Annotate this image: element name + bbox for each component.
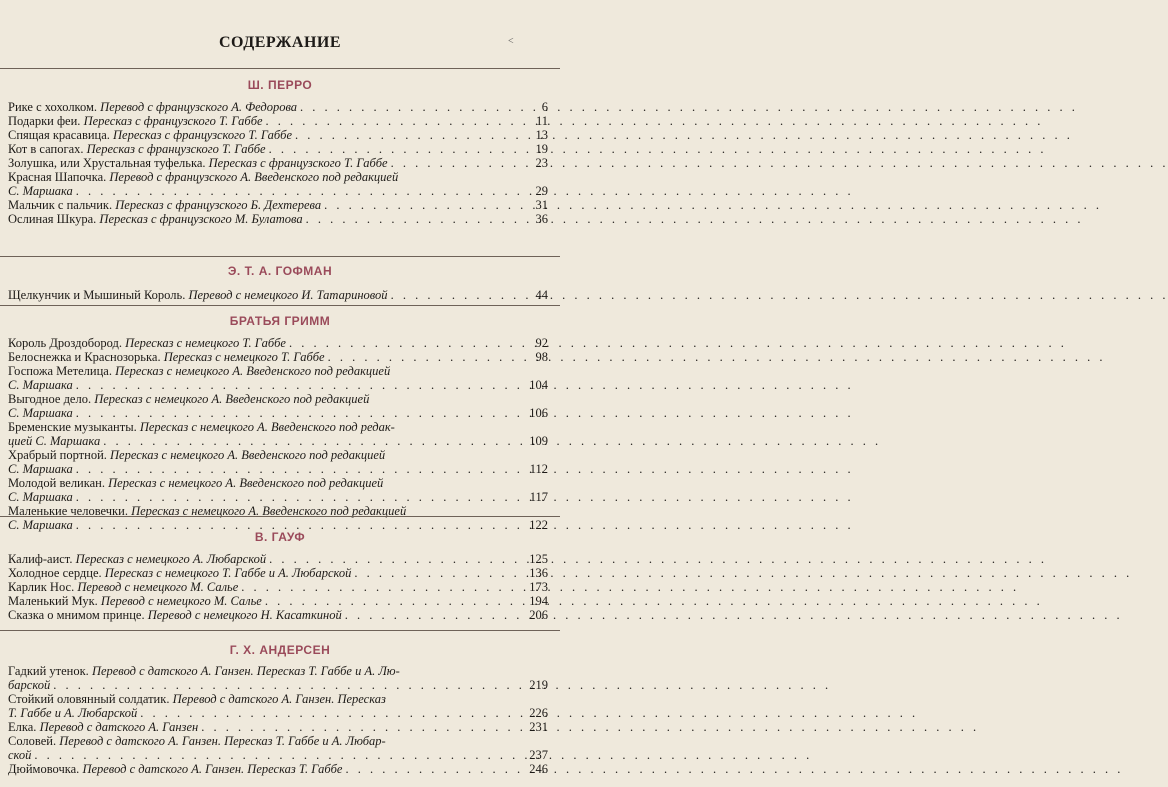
toc-entry[interactable] <box>8 580 548 594</box>
page-number: 125 <box>529 552 548 566</box>
story-title: Маленькие человечки. <box>8 504 128 518</box>
page-number: 112 <box>529 462 548 476</box>
toc-entry[interactable] <box>8 448 548 476</box>
story-title: Дюймовочка. <box>8 762 80 776</box>
story-title: Кот в сапогах. <box>8 142 84 156</box>
story-title: Ослиная Шкура. <box>8 212 97 226</box>
translator-note: Пересказ с немецкого Т. Габбе <box>125 336 286 350</box>
toc-entry[interactable] <box>8 156 548 170</box>
translator-note: Пересказ с французского Б. Дехтерева <box>115 198 322 212</box>
translator-note-cont: С. Маршака <box>8 462 73 476</box>
page-number: 92 <box>535 336 548 350</box>
story-title: Молодой великан. <box>8 476 105 490</box>
leader-dots <box>34 748 525 762</box>
entry-list <box>8 288 548 302</box>
story-title: Храбрый портной. <box>8 448 107 462</box>
page-number: 13 <box>535 128 548 142</box>
toc-entry[interactable] <box>8 114 548 128</box>
leader-dots <box>53 678 525 692</box>
leader-dots <box>76 406 525 420</box>
section-rule <box>0 516 560 517</box>
translator-note-cont: барской <box>8 678 51 692</box>
translator-note-cont: цией С. Маршака <box>8 434 101 448</box>
section-rule <box>0 630 560 631</box>
toc-entry[interactable] <box>8 476 548 504</box>
leader-dots <box>345 608 525 622</box>
story-title: Соловей. <box>8 734 57 748</box>
story-title: Красная Шапочка. <box>8 170 107 184</box>
translator-note: Пересказ с немецкого А. Введенского под редакцией <box>110 448 386 462</box>
leader-dots <box>76 490 526 504</box>
translator-note: Пересказ с немецкого А. Введенского под редакцией <box>108 476 384 490</box>
toc-entry[interactable] <box>8 170 548 198</box>
translator-note-cont: С. Маршака <box>8 406 73 420</box>
translator-note: Перевод с французского А. Федорова <box>100 100 298 114</box>
page-number: 231 <box>529 720 548 734</box>
section-heading: Г. Х. АНДЕРСЕН <box>229 643 331 657</box>
page-number: 106 <box>529 406 548 420</box>
entry-list <box>8 552 548 622</box>
toc-entry[interactable] <box>8 608 548 622</box>
toc-entry[interactable] <box>8 392 548 420</box>
translator-note-cont: С. Маршака <box>8 490 73 504</box>
story-title: Подарки феи. <box>8 114 81 128</box>
translator-note-cont: Т. Габбе и А. Любарской <box>8 706 138 720</box>
translator-note: Пересказ с немецкого Т. Габбе <box>163 350 325 364</box>
leader-dots <box>241 580 525 594</box>
leader-dots <box>328 350 526 364</box>
toc-entry[interactable] <box>8 504 548 532</box>
translator-note: Перевод с датского А. Ганзен. Пересказ <box>172 692 386 706</box>
toc-entry[interactable] <box>8 692 548 720</box>
toc-entry[interactable] <box>8 336 548 350</box>
translator-note-cont: С. Маршака <box>8 184 73 198</box>
story-title: Бременские музыканты. <box>8 420 137 434</box>
translator-note: Пересказ с немецкого А. Любарской <box>75 552 267 566</box>
section-heading: Ш. ПЕРРО <box>247 78 313 92</box>
page-number: 6 <box>541 100 548 114</box>
story-title: Белоснежка и Краснозорька. <box>8 350 161 364</box>
leader-dots <box>76 184 526 198</box>
page-number: 11 <box>535 114 548 128</box>
entry-list <box>8 336 548 532</box>
translator-note: Пересказ с французского Т. Габбе <box>86 142 266 156</box>
translator-note: Пересказ с немецкого А. Введенского под редакцией <box>131 504 407 518</box>
translator-note: Перевод с немецкого Н. Касаткиной <box>147 608 342 622</box>
page-number: 173 <box>529 580 548 594</box>
toc-entry[interactable] <box>8 720 548 734</box>
story-title: Стойкий оловянный солдатик. <box>8 692 170 706</box>
page-title: СОДЕРЖАНИЕ <box>218 34 342 51</box>
leader-dots <box>103 434 525 448</box>
toc-entry[interactable] <box>8 420 548 448</box>
translator-note-cont: С. Маршака <box>8 378 73 392</box>
translator-note: Пересказ с немецкого А. Введенского под редакцией <box>115 364 391 378</box>
toc-page <box>0 0 560 787</box>
leader-dots <box>265 594 525 608</box>
page-number: 194 <box>529 594 548 608</box>
translator-note-cont: ской <box>8 748 32 762</box>
page-number: 29 <box>535 184 548 198</box>
toc-entry[interactable] <box>8 212 548 226</box>
page-number: 23 <box>535 156 548 170</box>
story-title: Золушка, или Хрустальная туфелька. <box>8 156 206 170</box>
toc-entry[interactable] <box>8 364 548 392</box>
section-heading: БРАТЬЯ ГРИММ <box>229 314 331 328</box>
story-title: Спящая красавица. <box>8 128 110 142</box>
translator-note: Перевод с немецкого М. Салье <box>100 594 262 608</box>
story-title: Выгодное дело. <box>8 392 92 406</box>
leader-dots <box>324 198 526 212</box>
page-number: 36 <box>535 212 548 226</box>
translator-note: Перевод с немецкого М. Салье <box>77 580 239 594</box>
translator-note: Пересказ с французского М. Булатова <box>99 212 303 226</box>
page-number: 104 <box>529 378 548 392</box>
story-title: Щелкунчик и Мышиный Король. <box>8 288 186 302</box>
leader-dots <box>76 378 525 392</box>
toc-entry[interactable] <box>8 142 548 156</box>
translator-note: Перевод с датского А. Ганзен <box>39 720 199 734</box>
translator-note: Перевод с датского А. Ганзен. Пересказ Т. Габбе и А. Лю- <box>91 664 400 678</box>
section-heading: В. ГАУФ <box>254 530 306 544</box>
page-number: 219 <box>529 678 548 692</box>
translator-note: Перевод с французского А. Введенского под редакцией <box>109 170 399 184</box>
story-title: Маленький Мук. <box>8 594 98 608</box>
translator-note: Пересказ с немецкого А. Введенского под редак- <box>139 420 395 434</box>
page-number: 226 <box>529 706 548 720</box>
translator-note: Пересказ с французского Т. Габбе <box>113 128 293 142</box>
story-title: Госпожа Метелица. <box>8 364 112 378</box>
leader-dots <box>269 552 525 566</box>
toc-entry[interactable] <box>8 734 548 762</box>
page-number: 117 <box>529 490 548 504</box>
section-heading: Э. Т. А. ГОФМАН <box>227 264 333 278</box>
toc-entry[interactable] <box>8 100 548 114</box>
leader-dots <box>266 114 526 128</box>
entry-list <box>8 100 548 226</box>
story-title: Елка. <box>8 720 37 734</box>
translator-note: Пересказ с французского Т. Габбе <box>83 114 263 128</box>
translator-note: Пересказ с немецкого А. Введенского под редакцией <box>94 392 370 406</box>
leader-dots <box>306 212 526 226</box>
page-number: 109 <box>529 434 548 448</box>
leader-dots <box>345 762 525 776</box>
story-title: Гадкий утенок. <box>8 664 89 678</box>
toc-entry[interactable] <box>8 552 548 566</box>
leader-dots <box>391 156 526 170</box>
leader-dots <box>76 462 526 476</box>
page-number: 237 <box>529 748 548 762</box>
translator-note: Перевод с немецкого И. Татариновой <box>188 288 388 302</box>
page-number: 44 <box>535 288 548 302</box>
leader-dots <box>201 720 525 734</box>
story-title: Сказка о мнимом принце. <box>8 608 145 622</box>
toc-entry[interactable] <box>8 566 548 580</box>
translator-note: Пересказ с французского Т. Габбе <box>208 156 388 170</box>
story-title: Калиф-аист. <box>8 552 73 566</box>
toc-entry[interactable] <box>8 128 548 142</box>
story-title: Рике с хохолком. <box>8 100 98 114</box>
story-title: Карлик Нос. <box>8 580 75 594</box>
entry-list <box>8 664 548 776</box>
page-number: 122 <box>529 518 548 532</box>
translator-note: Перевод с датского А. Ганзен. Пересказ Т. Габбе <box>82 762 343 776</box>
leader-dots <box>391 288 526 302</box>
leader-dots <box>354 566 525 580</box>
story-title: Король Дроздобород. <box>8 336 122 350</box>
section-rule <box>0 256 560 257</box>
page-number: 136 <box>529 566 548 580</box>
section-rule <box>0 305 560 306</box>
story-title: Мальчик с пальчик. <box>8 198 113 212</box>
leader-dots <box>140 706 525 720</box>
story-title: Холодное сердце. <box>8 566 102 580</box>
scan-mark: ˂ <box>508 36 514 47</box>
leader-dots <box>300 100 526 114</box>
page-number: 98 <box>535 350 548 364</box>
toc-entry[interactable] <box>8 762 548 776</box>
toc-entry[interactable] <box>8 288 548 302</box>
translator-note-cont: С. Маршака <box>8 518 73 532</box>
leader-dots <box>269 142 526 156</box>
page-number: 31 <box>535 198 548 212</box>
leader-dots <box>289 336 526 350</box>
section-rule <box>0 68 560 69</box>
translator-note: Перевод с датского А. Ганзен. Пересказ Т. Габбе и А. Любар- <box>59 734 386 748</box>
toc-entry[interactable] <box>8 198 548 212</box>
page-number: 246 <box>529 762 548 776</box>
leader-dots <box>295 128 526 142</box>
toc-entry[interactable] <box>8 350 548 364</box>
translator-note: Пересказ с немецкого Т. Габбе и А. Любарской <box>104 566 352 580</box>
page-number: 206 <box>529 608 548 622</box>
page-number: 19 <box>535 142 548 156</box>
toc-entry[interactable] <box>8 594 548 608</box>
toc-entry[interactable] <box>8 664 548 692</box>
